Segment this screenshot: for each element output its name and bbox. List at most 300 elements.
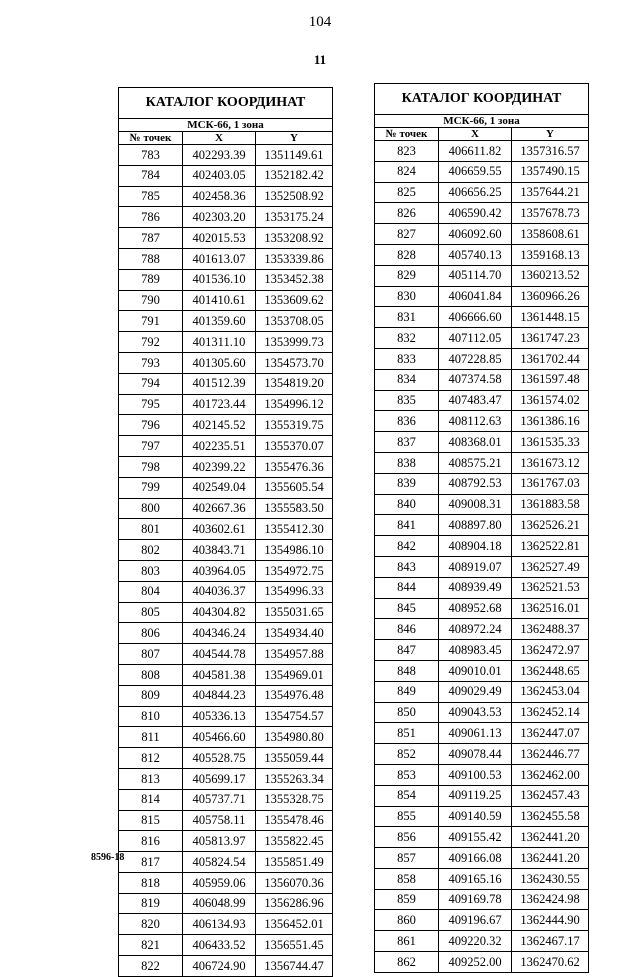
cell-x: 408575.21 <box>439 452 512 473</box>
cell-x: 406092.60 <box>439 224 512 245</box>
table-row <box>375 577 589 598</box>
table-row <box>375 868 589 889</box>
cell-y: 1361386.16 <box>512 411 589 432</box>
cell-y: 1356452.01 <box>256 914 333 935</box>
cell-point-number: 810 <box>119 706 183 727</box>
cell-x: 406590.42 <box>439 203 512 224</box>
cell-point-number: 832 <box>375 328 439 349</box>
table-row <box>375 494 589 515</box>
table-row <box>375 141 589 162</box>
table-row <box>119 228 333 249</box>
cell-point-number: 836 <box>375 411 439 432</box>
cell-y: 1353708.05 <box>256 311 333 332</box>
cell-x: 409140.59 <box>439 806 512 827</box>
cell-y: 1356744.47 <box>256 956 333 977</box>
cell-x: 405813.97 <box>183 831 256 852</box>
cell-x: 409078.44 <box>439 744 512 765</box>
cell-point-number: 846 <box>375 619 439 640</box>
cell-x: 401359.60 <box>183 311 256 332</box>
cell-point-number: 835 <box>375 390 439 411</box>
cell-x: 405740.13 <box>439 244 512 265</box>
cell-y: 1352508.92 <box>256 186 333 207</box>
table-row <box>119 477 333 498</box>
cell-y: 1355412.30 <box>256 519 333 540</box>
cell-point-number: 787 <box>119 228 183 249</box>
sheet-number: 11 <box>313 52 327 67</box>
cell-y: 1354573.70 <box>256 352 333 373</box>
table-zone: МСК-66, 1 зона <box>119 119 333 132</box>
cell-point-number: 799 <box>119 477 183 498</box>
column-header-x: X <box>439 128 512 141</box>
cell-x: 401613.07 <box>183 248 256 269</box>
column-header-point-number: № точек <box>119 132 183 145</box>
cell-point-number: 796 <box>119 415 183 436</box>
table-row <box>375 660 589 681</box>
document-code: 8596-18 <box>91 852 125 863</box>
cell-x: 406659.55 <box>439 161 512 182</box>
table-row <box>375 910 589 931</box>
cell-x: 401536.10 <box>183 269 256 290</box>
cell-y: 1355059.44 <box>256 748 333 769</box>
cell-point-number: 830 <box>375 286 439 307</box>
cell-point-number: 784 <box>119 165 183 186</box>
cell-x: 405758.11 <box>183 810 256 831</box>
cell-x: 405824.54 <box>183 852 256 873</box>
cell-y: 1359168.13 <box>512 244 589 265</box>
table-row <box>375 473 589 494</box>
cell-y: 1354819.20 <box>256 373 333 394</box>
cell-point-number: 839 <box>375 473 439 494</box>
cell-point-number: 788 <box>119 248 183 269</box>
cell-y: 1361448.15 <box>512 307 589 328</box>
table-row <box>119 415 333 436</box>
cell-point-number: 860 <box>375 910 439 931</box>
cell-y: 1362441.20 <box>512 848 589 869</box>
cell-x: 402015.53 <box>183 228 256 249</box>
cell-x: 408904.18 <box>439 536 512 557</box>
cell-x: 406048.99 <box>183 893 256 914</box>
table-row <box>375 723 589 744</box>
cell-x: 405336.13 <box>183 706 256 727</box>
cell-x: 402458.36 <box>183 186 256 207</box>
cell-point-number: 793 <box>119 352 183 373</box>
cell-y: 1355478.46 <box>256 810 333 831</box>
cell-point-number: 794 <box>119 373 183 394</box>
cell-y: 1352182.42 <box>256 165 333 186</box>
table-row <box>375 827 589 848</box>
cell-x: 409155.42 <box>439 827 512 848</box>
cell-x: 409029.49 <box>439 681 512 702</box>
table-row <box>375 536 589 557</box>
cell-y: 1362457.43 <box>512 785 589 806</box>
cell-point-number: 828 <box>375 244 439 265</box>
cell-x: 402549.04 <box>183 477 256 498</box>
cell-y: 1362448.65 <box>512 660 589 681</box>
cell-x: 407228.85 <box>439 348 512 369</box>
cell-point-number: 783 <box>119 145 183 166</box>
cell-point-number: 829 <box>375 265 439 286</box>
cell-point-number: 813 <box>119 768 183 789</box>
cell-y: 1362444.90 <box>512 910 589 931</box>
table-row <box>119 748 333 769</box>
cell-y: 1355583.50 <box>256 498 333 519</box>
coordinate-catalog-table-left <box>118 87 333 977</box>
cell-point-number: 792 <box>119 332 183 353</box>
cell-point-number: 822 <box>119 956 183 977</box>
table-row <box>375 681 589 702</box>
cell-y: 1362430.55 <box>512 868 589 889</box>
table-row <box>119 311 333 332</box>
cell-y: 1355328.75 <box>256 789 333 810</box>
cell-x: 404581.38 <box>183 664 256 685</box>
table-row <box>119 727 333 748</box>
table-row <box>375 182 589 203</box>
table-row <box>119 810 333 831</box>
cell-y: 1354957.88 <box>256 644 333 665</box>
cell-point-number: 807 <box>119 644 183 665</box>
table-row <box>375 411 589 432</box>
cell-x: 408792.53 <box>439 473 512 494</box>
table-row <box>119 914 333 935</box>
table-row <box>119 602 333 623</box>
cell-point-number: 790 <box>119 290 183 311</box>
table-row <box>375 952 589 973</box>
cell-x: 404844.23 <box>183 685 256 706</box>
cell-point-number: 843 <box>375 556 439 577</box>
table-row <box>375 369 589 390</box>
cell-y: 1356551.45 <box>256 935 333 956</box>
cell-point-number: 815 <box>119 810 183 831</box>
table-row <box>119 789 333 810</box>
cell-point-number: 809 <box>119 685 183 706</box>
table-row <box>375 640 589 661</box>
cell-point-number: 785 <box>119 186 183 207</box>
table-row <box>375 744 589 765</box>
table-row <box>375 556 589 577</box>
cell-point-number: 855 <box>375 806 439 827</box>
cell-x: 401410.61 <box>183 290 256 311</box>
cell-x: 405114.70 <box>439 265 512 286</box>
cell-x: 405959.06 <box>183 872 256 893</box>
cell-x: 409008.31 <box>439 494 512 515</box>
table-row <box>119 560 333 581</box>
cell-x: 409061.13 <box>439 723 512 744</box>
cell-y: 1356070.36 <box>256 872 333 893</box>
cell-x: 404304.82 <box>183 602 256 623</box>
cell-point-number: 862 <box>375 952 439 973</box>
cell-y: 1354986.10 <box>256 540 333 561</box>
table-row <box>119 623 333 644</box>
cell-x: 409169.78 <box>439 889 512 910</box>
cell-y: 1354969.01 <box>256 664 333 685</box>
table-title: КАТАЛОГ КООРДИНАТ <box>375 84 589 115</box>
cell-point-number: 844 <box>375 577 439 598</box>
cell-x: 407374.58 <box>439 369 512 390</box>
cell-point-number: 850 <box>375 702 439 723</box>
table-row <box>119 186 333 207</box>
table-row <box>119 352 333 373</box>
cell-y: 1362447.07 <box>512 723 589 744</box>
cell-y: 1362527.49 <box>512 556 589 577</box>
cell-point-number: 851 <box>375 723 439 744</box>
cell-y: 1354980.80 <box>256 727 333 748</box>
cell-y: 1354996.12 <box>256 394 333 415</box>
cell-x: 402403.05 <box>183 165 256 186</box>
cell-point-number: 852 <box>375 744 439 765</box>
table-row <box>375 307 589 328</box>
cell-x: 402667.36 <box>183 498 256 519</box>
cell-point-number: 845 <box>375 598 439 619</box>
cell-y: 1361883.58 <box>512 494 589 515</box>
cell-point-number: 833 <box>375 348 439 369</box>
cell-point-number: 823 <box>375 141 439 162</box>
table-row <box>119 290 333 311</box>
cell-point-number: 786 <box>119 207 183 228</box>
cell-y: 1360213.52 <box>512 265 589 286</box>
table-row <box>375 244 589 265</box>
cell-x: 402235.51 <box>183 436 256 457</box>
cell-point-number: 825 <box>375 182 439 203</box>
cell-point-number: 821 <box>119 935 183 956</box>
cell-x: 405699.17 <box>183 768 256 789</box>
table-row <box>375 598 589 619</box>
cell-y: 1357316.57 <box>512 141 589 162</box>
cell-x: 409166.08 <box>439 848 512 869</box>
column-header-y: Y <box>512 128 589 141</box>
cell-y: 1361673.12 <box>512 452 589 473</box>
table-row <box>119 269 333 290</box>
cell-x: 406724.90 <box>183 956 256 977</box>
cell-y: 1353339.86 <box>256 248 333 269</box>
cell-x: 405528.75 <box>183 748 256 769</box>
cell-y: 1355851.49 <box>256 852 333 873</box>
cell-point-number: 824 <box>375 161 439 182</box>
cell-point-number: 791 <box>119 311 183 332</box>
cell-x: 401305.60 <box>183 352 256 373</box>
cell-y: 1362521.53 <box>512 577 589 598</box>
cell-point-number: 812 <box>119 748 183 769</box>
cell-y: 1361597.48 <box>512 369 589 390</box>
cell-x: 406666.60 <box>439 307 512 328</box>
cell-point-number: 820 <box>119 914 183 935</box>
cell-y: 1354976.48 <box>256 685 333 706</box>
cell-point-number: 797 <box>119 436 183 457</box>
cell-point-number: 859 <box>375 889 439 910</box>
table-row <box>375 806 589 827</box>
cell-y: 1362453.04 <box>512 681 589 702</box>
cell-point-number: 861 <box>375 931 439 952</box>
cell-y: 1361574.02 <box>512 390 589 411</box>
cell-x: 401723.44 <box>183 394 256 415</box>
cell-y: 1362462.00 <box>512 764 589 785</box>
cell-y: 1362526.21 <box>512 515 589 536</box>
cell-y: 1353208.92 <box>256 228 333 249</box>
table-row <box>119 581 333 602</box>
page-number: 104 <box>308 14 332 30</box>
cell-x: 403843.71 <box>183 540 256 561</box>
cell-point-number: 853 <box>375 764 439 785</box>
cell-y: 1362455.58 <box>512 806 589 827</box>
cell-x: 408368.01 <box>439 432 512 453</box>
table-row <box>375 889 589 910</box>
table-row <box>375 785 589 806</box>
cell-x: 406134.93 <box>183 914 256 935</box>
table-row <box>119 519 333 540</box>
cell-y: 1362470.62 <box>512 952 589 973</box>
table-zone: МСК-66, 1 зона <box>375 115 589 128</box>
table-title: КАТАЛОГ КООРДИНАТ <box>119 88 333 119</box>
table-row <box>375 161 589 182</box>
table-row <box>119 373 333 394</box>
cell-x: 406611.82 <box>439 141 512 162</box>
cell-x: 404036.37 <box>183 581 256 602</box>
table-row <box>119 207 333 228</box>
cell-y: 1362467.17 <box>512 931 589 952</box>
table-row <box>119 332 333 353</box>
cell-x: 408952.68 <box>439 598 512 619</box>
cell-y: 1362424.98 <box>512 889 589 910</box>
cell-x: 409119.25 <box>439 785 512 806</box>
table-row <box>119 852 333 873</box>
cell-y: 1362472.97 <box>512 640 589 661</box>
cell-x: 409165.16 <box>439 868 512 889</box>
cell-point-number: 837 <box>375 432 439 453</box>
table-row <box>119 768 333 789</box>
cell-x: 405737.71 <box>183 789 256 810</box>
cell-point-number: 800 <box>119 498 183 519</box>
table-row <box>375 619 589 640</box>
table-row <box>119 540 333 561</box>
cell-point-number: 803 <box>119 560 183 581</box>
cell-point-number: 804 <box>119 581 183 602</box>
cell-x: 401512.39 <box>183 373 256 394</box>
cell-point-number: 841 <box>375 515 439 536</box>
cell-y: 1351149.61 <box>256 145 333 166</box>
cell-point-number: 816 <box>119 831 183 852</box>
cell-y: 1354754.57 <box>256 706 333 727</box>
cell-y: 1354934.40 <box>256 623 333 644</box>
cell-point-number: 856 <box>375 827 439 848</box>
table-row <box>375 286 589 307</box>
cell-point-number: 857 <box>375 848 439 869</box>
table-row <box>119 165 333 186</box>
cell-y: 1355822.45 <box>256 831 333 852</box>
cell-point-number: 842 <box>375 536 439 557</box>
cell-point-number: 811 <box>119 727 183 748</box>
cell-x: 406656.25 <box>439 182 512 203</box>
table-row <box>375 224 589 245</box>
cell-point-number: 854 <box>375 785 439 806</box>
table-row <box>119 935 333 956</box>
cell-y: 1355263.34 <box>256 768 333 789</box>
table-row <box>119 685 333 706</box>
cell-x: 402303.20 <box>183 207 256 228</box>
column-header-x: X <box>183 132 256 145</box>
cell-point-number: 818 <box>119 872 183 893</box>
table-row <box>119 644 333 665</box>
cell-x: 408897.80 <box>439 515 512 536</box>
column-header-y: Y <box>256 132 333 145</box>
column-header-point-number: № точек <box>375 128 439 141</box>
cell-x: 401311.10 <box>183 332 256 353</box>
cell-x: 409196.67 <box>439 910 512 931</box>
cell-point-number: 858 <box>375 868 439 889</box>
cell-point-number: 798 <box>119 456 183 477</box>
cell-x: 408983.45 <box>439 640 512 661</box>
cell-y: 1355476.36 <box>256 456 333 477</box>
table-row <box>375 764 589 785</box>
cell-y: 1362452.14 <box>512 702 589 723</box>
cell-point-number: 819 <box>119 893 183 914</box>
cell-point-number: 827 <box>375 224 439 245</box>
table-row <box>119 436 333 457</box>
cell-y: 1353175.24 <box>256 207 333 228</box>
cell-y: 1355605.54 <box>256 477 333 498</box>
cell-y: 1353452.38 <box>256 269 333 290</box>
table-row <box>375 931 589 952</box>
table-row <box>375 348 589 369</box>
cell-x: 408919.07 <box>439 556 512 577</box>
cell-x: 409010.01 <box>439 660 512 681</box>
cell-y: 1354996.33 <box>256 581 333 602</box>
cell-y: 1361702.44 <box>512 348 589 369</box>
coordinate-catalog-table-right <box>374 83 589 973</box>
cell-x: 409043.53 <box>439 702 512 723</box>
cell-x: 403602.61 <box>183 519 256 540</box>
cell-x: 409220.32 <box>439 931 512 952</box>
cell-point-number: 802 <box>119 540 183 561</box>
cell-x: 402399.22 <box>183 456 256 477</box>
table-row <box>119 456 333 477</box>
cell-x: 404346.24 <box>183 623 256 644</box>
cell-x: 406433.52 <box>183 935 256 956</box>
cell-y: 1355319.75 <box>256 415 333 436</box>
cell-point-number: 834 <box>375 369 439 390</box>
cell-y: 1357644.21 <box>512 182 589 203</box>
cell-point-number: 789 <box>119 269 183 290</box>
cell-x: 407112.05 <box>439 328 512 349</box>
cell-y: 1362441.20 <box>512 827 589 848</box>
cell-y: 1354972.75 <box>256 560 333 581</box>
cell-point-number: 806 <box>119 623 183 644</box>
table-row <box>119 872 333 893</box>
cell-y: 1362522.81 <box>512 536 589 557</box>
table-row <box>119 145 333 166</box>
cell-point-number: 826 <box>375 203 439 224</box>
cell-y: 1355370.07 <box>256 436 333 457</box>
table-row <box>375 452 589 473</box>
cell-y: 1361747.23 <box>512 328 589 349</box>
cell-x: 402293.39 <box>183 145 256 166</box>
table-row <box>375 328 589 349</box>
cell-y: 1362488.37 <box>512 619 589 640</box>
cell-x: 408939.49 <box>439 577 512 598</box>
cell-y: 1356286.96 <box>256 893 333 914</box>
cell-point-number: 805 <box>119 602 183 623</box>
table-row <box>119 831 333 852</box>
cell-point-number: 849 <box>375 681 439 702</box>
table-row <box>119 394 333 415</box>
table-row <box>119 498 333 519</box>
cell-y: 1357490.15 <box>512 161 589 182</box>
cell-x: 406041.84 <box>439 286 512 307</box>
cell-point-number: 838 <box>375 452 439 473</box>
cell-y: 1353999.73 <box>256 332 333 353</box>
cell-y: 1361535.33 <box>512 432 589 453</box>
cell-point-number: 801 <box>119 519 183 540</box>
cell-y: 1355031.65 <box>256 602 333 623</box>
table-row <box>119 893 333 914</box>
